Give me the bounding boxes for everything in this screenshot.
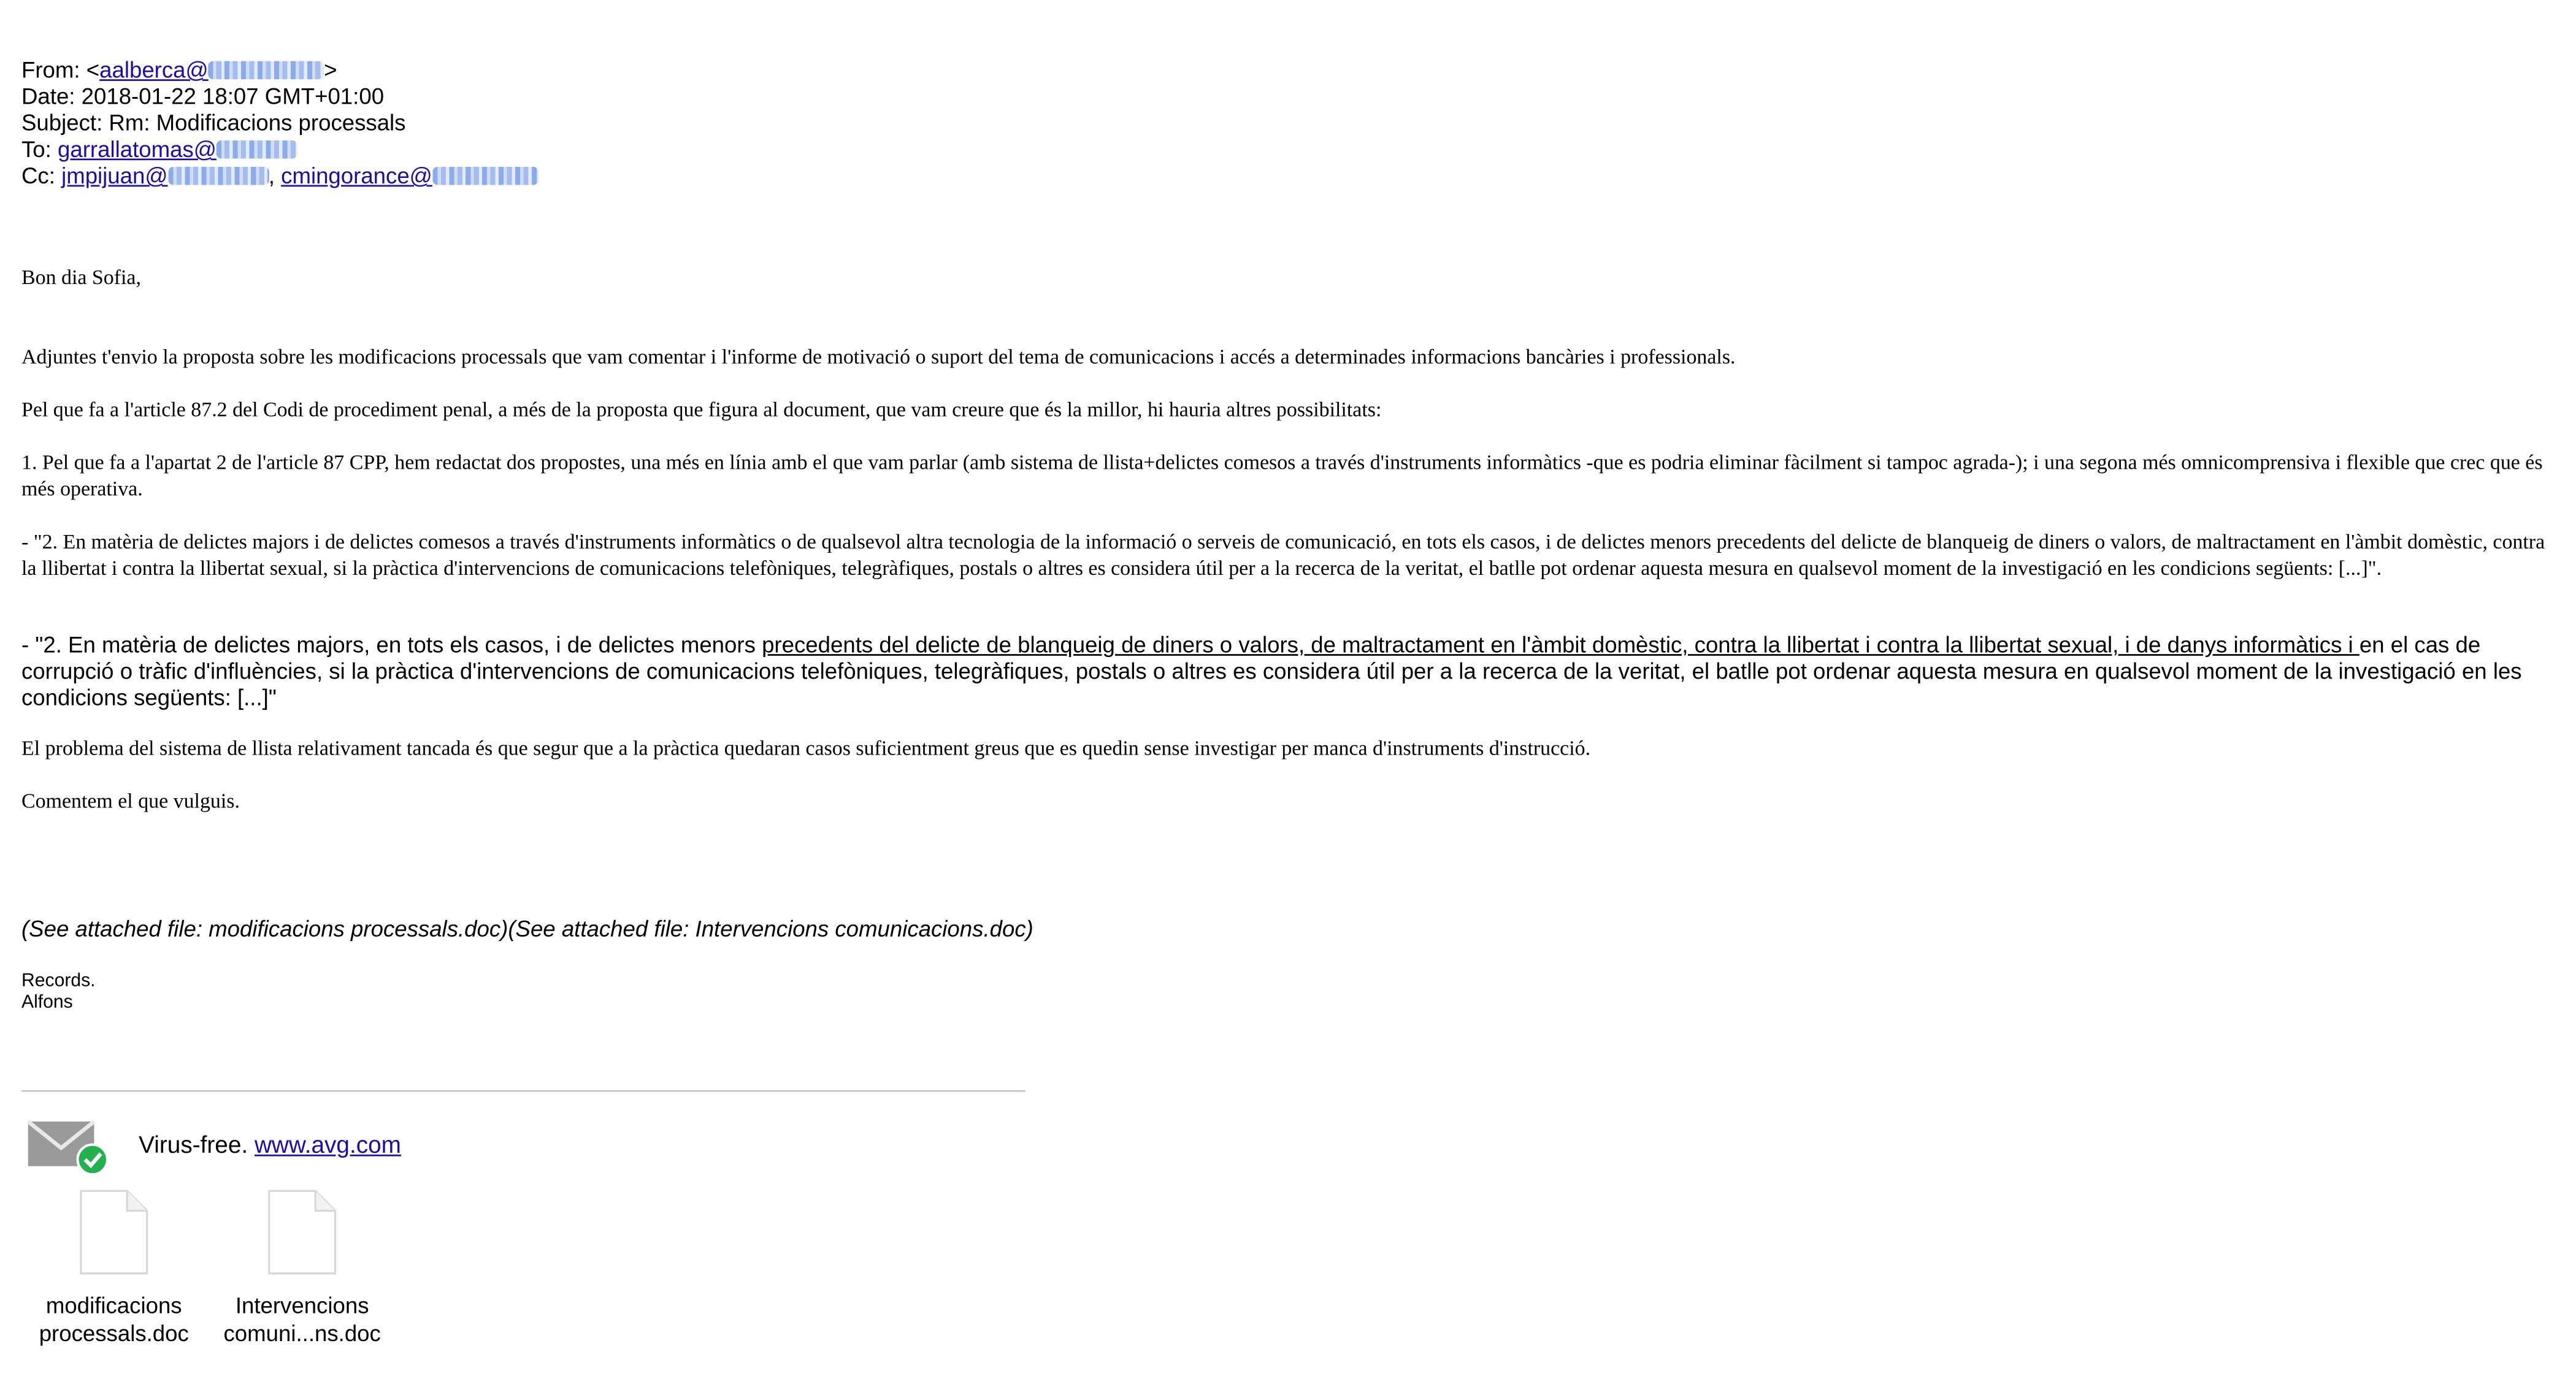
filename-line: comuni...ns.doc: [223, 1321, 381, 1347]
from-close: >: [324, 58, 337, 83]
attachment-file[interactable]: [23, 1189, 205, 1347]
to-address-link[interactable]: garrallatomas@: [58, 137, 217, 162]
redacted-domain: [217, 140, 297, 159]
attachment-filename: [23, 1291, 205, 1348]
redacted-domain: [432, 167, 538, 185]
avg-link[interactable]: www.avg.com: [254, 1133, 401, 1160]
body-paragraph: Adjuntes t'envio la proposta sobre les modificacions processals que vam comentar i l'informe de motivació o suport del tema de comunicacions i accés a determinades informacions bancàries i professionals.: [21, 345, 1736, 369]
filename-line: modificacions: [45, 1293, 182, 1318]
to-line: [21, 137, 297, 163]
from-line: [21, 58, 337, 84]
quote-text: en el cas de corrupció o tràfic d'influències, si la pràctica d'intervencions de comunicacions telefòniques, telegràfiques, postals o altres es considera útil per a la recerca de la veritat, el batlle pot ordenar aquesta mesura en qualsevol moment de la investigació en les condicions següents: [...]": [21, 633, 2522, 710]
greeting: Bon dia Sofia,: [21, 266, 141, 290]
body-paragraph-quote: [21, 633, 2564, 712]
signature-line: Records.: [21, 971, 96, 991]
from-label: From: <: [21, 58, 100, 83]
body-paragraph: - "2. En matèria de delictes majors i de delictes comesos a través d'instruments informàtics o de qualsevol altra tecnologia de la informació o serveis de comunicació, en tots els casos, i de delictes menors precedents del delicte de blanqueig de diners o valors, de maltractament en l'àmbit domèstic, contra la llibertat i contra la llibertat sexual, si la pràctica d'intervencions de comunicacions telefòniques, telegràfiques, postals o altres es considera útil per a la recerca de la veritat, el batlle pot ordenar aquesta mesura en qualsevol moment de la investigació en les condicions següents: [...]".: [21, 530, 2545, 580]
redacted-domain: [168, 167, 269, 185]
redacted-domain: [209, 61, 324, 80]
filename-line: processals.doc: [39, 1321, 189, 1347]
attachment-filename: [212, 1291, 393, 1348]
quote-underlined-text: precedents del delicte de blanqueig de diners o valors, de maltractament en l'àmbit domèstic, contra la llibertat i contra la llibertat sexual, i de danys informàtics i: [762, 633, 2359, 658]
from-address-link[interactable]: aalberca@: [99, 58, 209, 83]
cc-address-link-1[interactable]: jmpijuan@: [61, 163, 168, 188]
body-paragraph: Pel que fa a l'article 87.2 del Codi de procediment penal, a més de la proposta que figura al document, que vam creure que és la millor, hi hauria altres possibilitats:: [21, 398, 1382, 421]
quote-text: - "2. En matèria de delictes majors, en tots els casos, i de delictes menors: [21, 633, 762, 658]
body-paragraph: 1. Pel que fa a l'apartat 2 de l'article 87 CPP, hem redactat dos propostes, una més en línia amb el que vam parlar (amb sistema de llista+delictes comesos a través d'instruments informàtics -que es podria eliminar fàcilment si tampoc agrada-); i una segona més omnicomprensiva i flexible que crec que és més operativa.: [21, 450, 2543, 501]
subject-line: Subject: Rm: Modificacions processals: [21, 110, 406, 136]
document-icon: [267, 1189, 337, 1275]
to-label: To:: [21, 137, 58, 162]
filename-line: Intervencions: [235, 1293, 369, 1318]
date-line: Date: 2018-01-22 18:07 GMT+01:00: [21, 84, 385, 109]
envelope-check-icon: [26, 1120, 109, 1176]
cc-label: Cc:: [21, 163, 62, 188]
attachment-file[interactable]: [212, 1189, 393, 1347]
cc-separator: ,: [268, 163, 282, 188]
signature-name: Alfons: [21, 993, 73, 1013]
virus-free-text: Virus-free.: [139, 1133, 255, 1160]
body-paragraph: Comentem el que vulguis.: [21, 789, 240, 813]
cc-line: [21, 164, 538, 190]
document-icon: [79, 1189, 148, 1275]
virus-free-notice: [139, 1133, 401, 1160]
divider: [21, 1090, 1025, 1092]
attachments-note: (See attached file: modificacions processals.doc)(See attached file: Intervencions comunicacions.doc): [21, 917, 1033, 942]
cc-address-link-2[interactable]: cmingorance@: [281, 163, 432, 188]
body-paragraph: El problema del sistema de llista relativament tancada és que segur que a la pràctica quedaran casos suficientment greus que es quedin sense investigar per manca d'instruments d'instrucció.: [21, 736, 1591, 760]
